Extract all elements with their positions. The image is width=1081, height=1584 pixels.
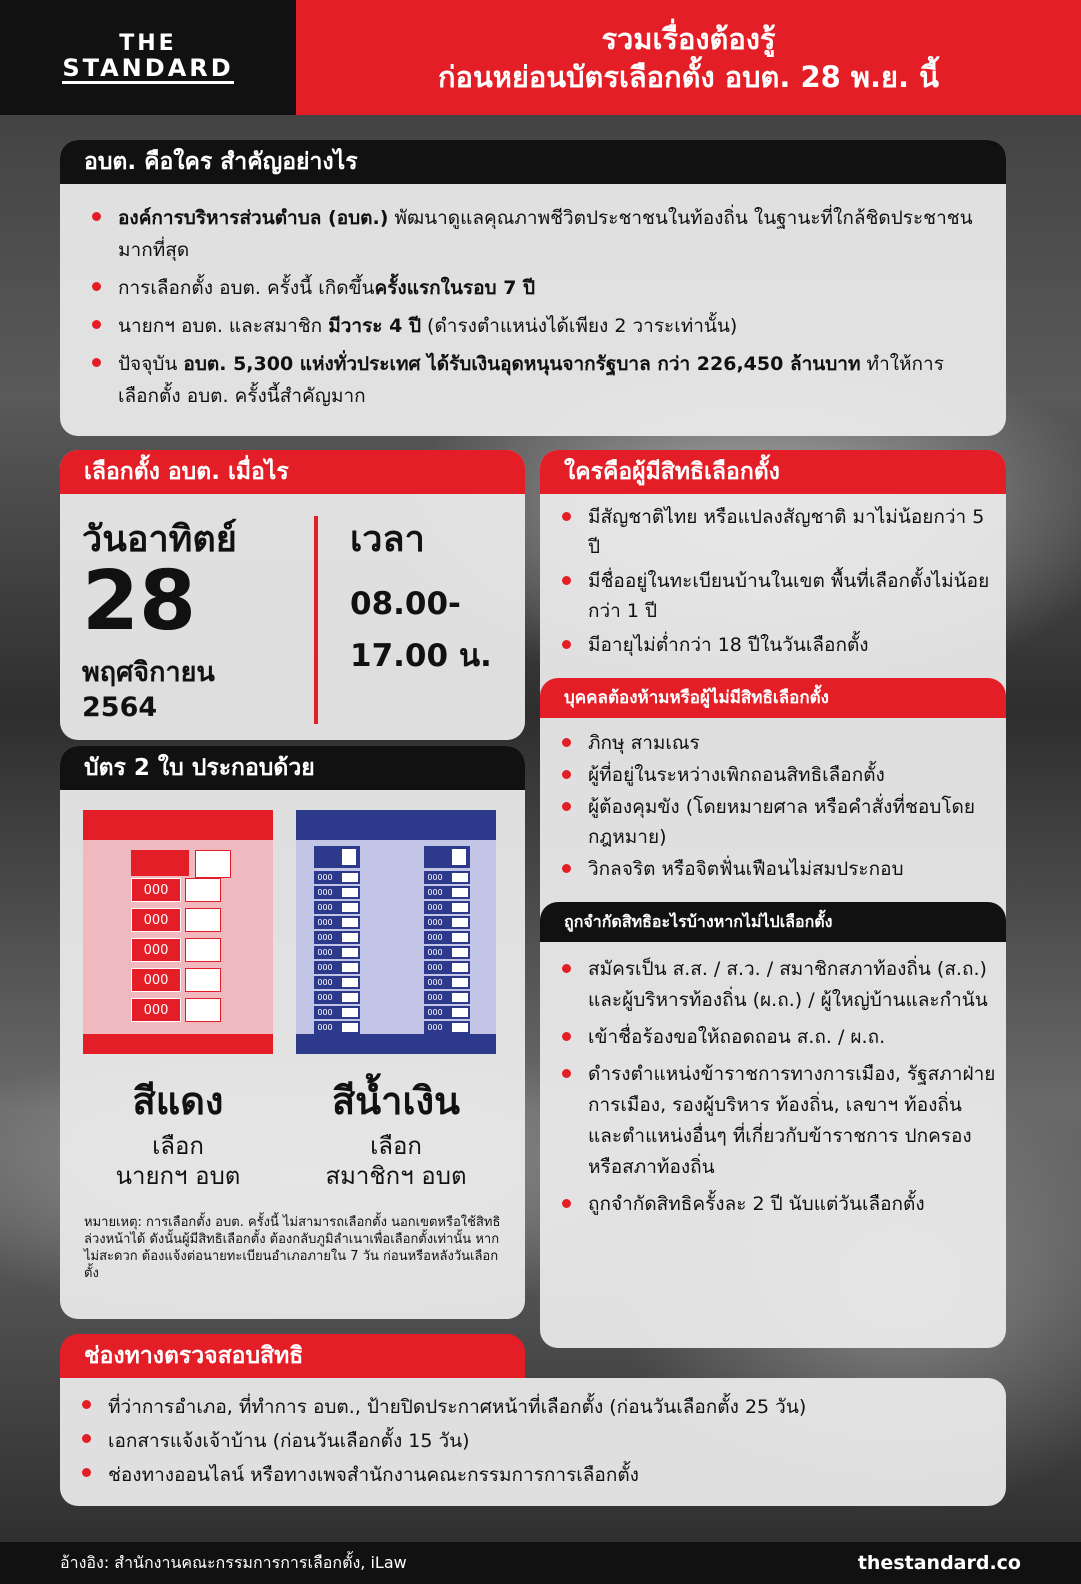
footer-source: อ้างอิง: สำนักงานคณะกรรมการการเลือกตั้ง, iLaw	[60, 1553, 407, 1572]
check-list	[60, 1378, 1006, 1492]
check-item: ช่องทางออนไลน์ หรือทางเพจสำนักงานคณะกรรมการการเลือกตั้ง	[76, 1458, 990, 1492]
restricted-item: เข้าชื่อร้องขอให้ถอดถอน ส.ถ. / ผ.ถ.	[556, 1022, 996, 1053]
blue-ballot-desc2: สมาชิกฯ อบต	[325, 1162, 467, 1190]
blue-ballot-desc1: เลือก	[370, 1132, 422, 1160]
about-item: องค์การบริหารส่วนตำบล (อบต.) พัฒนาดูแลคุณภาพชีวิตประชาชนในท้องถิ่น ในฐานะที่ใกล้ชิดประชาชนมากที่สุด	[86, 202, 980, 266]
red-ballot-desc2: นายกฯ อบต	[115, 1162, 241, 1190]
brand-logo	[0, 0, 296, 115]
ballot-footer-bar	[83, 1034, 273, 1054]
check-item: เอกสารแจ้งเจ้าบ้าน (ก่อนวันเลือกตั้ง 15 วัน)	[76, 1424, 990, 1458]
red-ballot-desc1: เลือก	[152, 1132, 204, 1160]
title-line2: ก่อนหย่อนบัตรเลือกตั้ง อบต. 28 พ.ย. นี้	[437, 59, 939, 94]
ballot-row: 000	[131, 968, 221, 992]
page-title	[296, 0, 1081, 115]
footer	[0, 1542, 1081, 1584]
ballot-footer-bar	[296, 1034, 496, 1054]
red-ballot-image	[83, 810, 273, 1054]
time-label: เวลา	[350, 519, 425, 560]
election-date: 28	[82, 554, 197, 649]
time-start: 08.00-	[350, 586, 461, 622]
prohibited-item: ผู้ที่อยู่ในระหว่างเพิกถอนสิทธิเลือกตั้ง	[556, 760, 996, 790]
about-item: การเลือกตั้ง อบต. ครั้งนี้ เกิดขึ้นครั้งแรกในรอบ 7 ปี	[86, 272, 980, 304]
restricted-list	[556, 954, 996, 1220]
about-item: นายกฯ อบต. และสมาชิก มีวาระ 4 ปี (ดำรงตำแหน่งได้เพียง 2 วาระเท่านั้น)	[86, 310, 980, 342]
footer-site: thestandard.co	[857, 1552, 1021, 1574]
ballot-row: 000	[131, 878, 221, 902]
about-panel	[60, 140, 1006, 436]
ballots-heading: บัตร 2 ใบ ประกอบด้วย	[60, 746, 525, 790]
about-heading: อบต. คือใคร สำคัญอย่างไร	[60, 140, 1006, 184]
eligible-heading: ใครคือผู้มีสิทธิเลือกตั้ง	[540, 450, 1006, 494]
ballot-column: 000 000 000 000 000 000 000 000 000 000 000	[424, 846, 470, 1051]
restricted-item: ดำรงตำแหน่งข้าราชการทางการเมือง, รัฐสภาฝ่ายการเมือง, รองผู้บริหาร ท้องถิ่น, เลขาฯ ท้องถิ่น และตำแหน่งอื่นๆ ที่เกี่ยวกับข้าราชการ ปกครองหรือสภาท้องถิ่น	[556, 1059, 996, 1183]
red-ballot-name: สีแดง	[132, 1079, 224, 1123]
ballot-row: 000	[131, 908, 221, 932]
prohibited-item: ภิกษุ สามเณร	[556, 728, 996, 758]
ballot-note: หมายเหตุ: การเลือกตั้ง อบต. ครั้งนี้ ไม่สามารถเลือกตั้ง นอกเขตหรือใช้สิทธิล่วงหน้าได้ ดังนั้นผู้มีสิทธิเลือกตั้ง ต้องกลับภูมิลำเนาเพื่อเลือกตั้งเท่านั้น หากไม่สะดวก ต้องแจ้งต่อนายทะเบียนอำเภอภายใน 7 วัน ก่อนหรือหลังวันเลือกตั้ง	[84, 1215, 501, 1281]
divider	[314, 516, 318, 724]
check-item: ที่ว่าการอำเภอ, ที่ทำการ อบต., ป้ายปิดประกาศหน้าที่เลือกตั้ง (ก่อนวันเลือกตั้ง 25 วัน)	[76, 1390, 990, 1424]
title-line1: รวมเรื่องต้องรู้	[601, 21, 776, 56]
eligible-list	[540, 494, 1006, 660]
prohibited-heading: บุคคลต้องห้ามหรือผู้ไม่มีสิทธิเลือกตั้ง	[540, 678, 1006, 718]
ballot-logo-box	[195, 850, 231, 878]
restricted-heading: ถูกจำกัดสิทธิอะไรบ้างหากไม่ไปเลือกตั้ง	[540, 902, 1006, 942]
check-panel	[60, 1378, 1006, 1506]
prohibited-item: วิกลจริต หรือจิตฟั่นเฟือนไม่สมประกอบ	[556, 854, 996, 884]
eligible-item: มีสัญชาติไทย หรือแปลงสัญชาติ มาไม่น้อยกว่า 5 ปี	[556, 502, 990, 562]
about-item: ปัจจุบัน อบต. 5,300 แห่งทั่วประเทศ ได้รับเงินอุดหนุนจากรัฐบาล กว่า 226,450 ล้านบาท ทำให้การเลือกตั้ง อบต. ครั้งนี้สำคัญมาก	[86, 348, 980, 412]
prohibited-item: ผู้ต้องคุมขัง (โดยหมายศาล หรือคำสั่งที่ชอบโดยกฎหมาย)	[556, 792, 996, 852]
ballot-row: 000	[131, 938, 221, 962]
check-heading: ช่องทางตรวจสอบสิทธิ	[60, 1334, 525, 1378]
blue-ballot-name: สีน้ำเงิน	[331, 1079, 461, 1123]
brand-line1: THE	[119, 30, 177, 56]
ballot-row: 000	[131, 998, 221, 1022]
eligible-item: มีชื่ออยู่ในทะเบียนบ้านในเขต พื้นที่เลือกตั้งไม่น้อยกว่า 1 ปี	[556, 566, 990, 626]
about-list	[60, 184, 1006, 412]
election-day: วันอาทิตย์	[82, 519, 237, 560]
blue-ballot-image	[296, 810, 496, 1054]
prohibited-list	[556, 728, 996, 884]
election-year: 2564	[82, 692, 158, 723]
ballot-title-box	[131, 850, 189, 876]
eligible-item: มีอายุไม่ต่ำกว่า 18 ปีในวันเลือกตั้ง	[556, 630, 990, 660]
ballot-column: 000 000 000 000 000 000 000 000 000 000 000	[314, 846, 360, 1051]
time-end: 17.00 น.	[350, 638, 492, 674]
election-month: พฤศจิกายน	[82, 657, 215, 688]
ballot-header-bar	[83, 810, 273, 840]
brand-line2: STANDARD	[62, 53, 234, 82]
restricted-item: สมัครเป็น ส.ส. / ส.ว. / สมาชิกสภาท้องถิ่น (ส.ถ.) และผู้บริหารท้องถิ่น (ผ.ถ.) / ผู้ใหญ่บ้านและกำนัน	[556, 954, 996, 1016]
ballot-header-bar	[296, 810, 496, 840]
restricted-item: ถูกจำกัดสิทธิครั้งละ 2 ปี นับแต่วันเลือกตั้ง	[556, 1189, 996, 1220]
when-panel	[60, 450, 525, 740]
when-heading: เลือกตั้ง อบต. เมื่อไร	[60, 450, 525, 494]
